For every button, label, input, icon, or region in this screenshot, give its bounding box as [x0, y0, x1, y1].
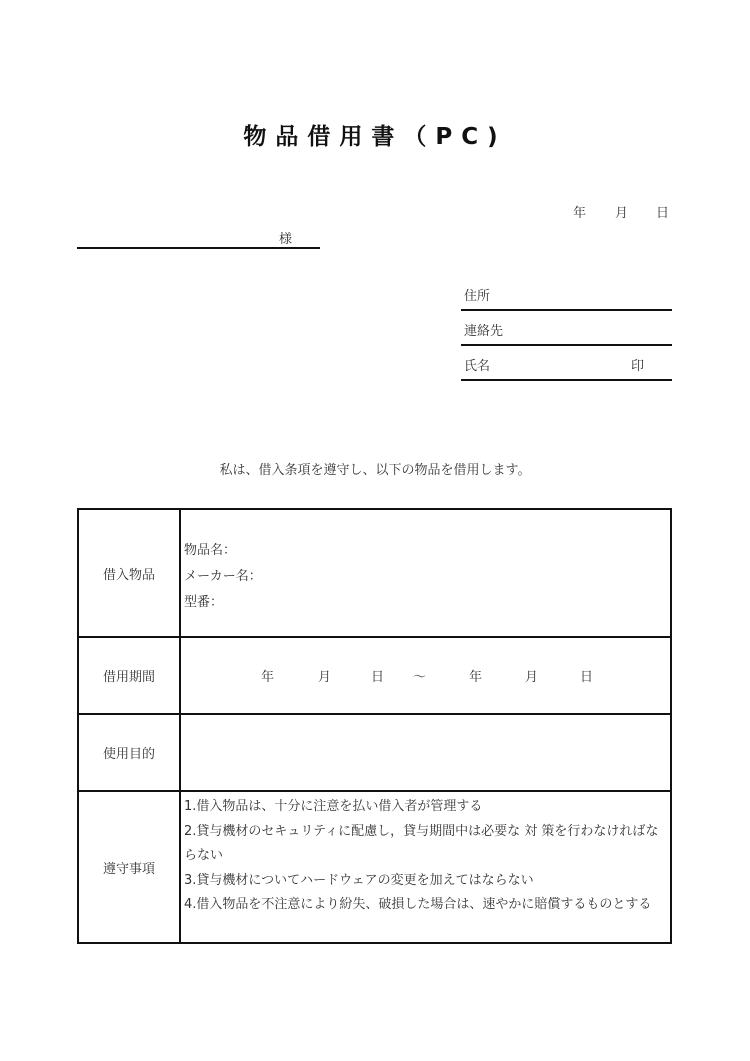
sender-name-field[interactable] — [461, 346, 672, 381]
period-end-year: 年 — [469, 669, 483, 685]
sender-address-label: 住所 — [464, 289, 491, 304]
table-row-rules — [78, 791, 671, 943]
period-end-month: 月 — [525, 669, 539, 685]
recipient-suffix: 様 — [279, 232, 293, 247]
maker-name-field: メーカー名： — [184, 569, 262, 584]
period-start-year: 年 — [261, 669, 275, 685]
rules-label: 遵守事項 — [78, 791, 180, 943]
purpose-value-cell[interactable] — [180, 714, 671, 791]
table-row-purpose — [78, 714, 671, 791]
table-row-period — [78, 637, 671, 714]
table-row-items — [78, 509, 671, 637]
date-month: 月 — [615, 206, 629, 221]
rule-item-2: 2.貸与機材のセキュリティに配慮し，貸与期間中は必要な 対 策を行わなければならない — [184, 823, 659, 863]
model-number-field: 型番： — [184, 595, 224, 610]
items-label: 借入物品 — [78, 509, 180, 637]
date-day: 日 — [656, 206, 670, 221]
rule-item-3: 3.貸与機材についてハードウェアの変更を加えてはならない — [184, 872, 534, 888]
period-start-day: 日 — [371, 669, 385, 685]
rule-item-4: 4.借入物品を不注意により紛失、破損した場合は、速やかに賠償するものとする — [184, 897, 652, 912]
sender-address-field[interactable] — [461, 276, 672, 311]
seal-mark: 印 — [631, 359, 645, 374]
sender-contact-field[interactable] — [461, 311, 672, 346]
purpose-label: 使用目的 — [78, 714, 180, 791]
period-label: 借用期間 — [78, 637, 180, 714]
items-value-cell[interactable] — [180, 509, 671, 637]
period-separator: ～ — [413, 669, 427, 685]
period-end-day: 日 — [580, 669, 594, 685]
rules-value-cell — [180, 791, 671, 943]
recipient-name-line[interactable] — [77, 247, 320, 249]
item-name-field: 物品名： — [184, 543, 237, 558]
sender-name-label: 氏名 — [464, 359, 491, 374]
statement-text: 私は、借入条項を遵守し、以下の物品を借用します。 — [219, 463, 531, 478]
loan-form-table — [77, 508, 672, 944]
document-title: 物品借用書（PC) — [243, 124, 507, 150]
sender-contact-label: 連絡先 — [464, 324, 504, 339]
rule-item-1: 1.借入物品は、十分に注意を払い借入者が管理する — [184, 799, 483, 814]
period-start-month: 月 — [318, 669, 332, 685]
period-value-cell[interactable] — [180, 637, 671, 714]
date-year: 年 — [573, 206, 587, 221]
